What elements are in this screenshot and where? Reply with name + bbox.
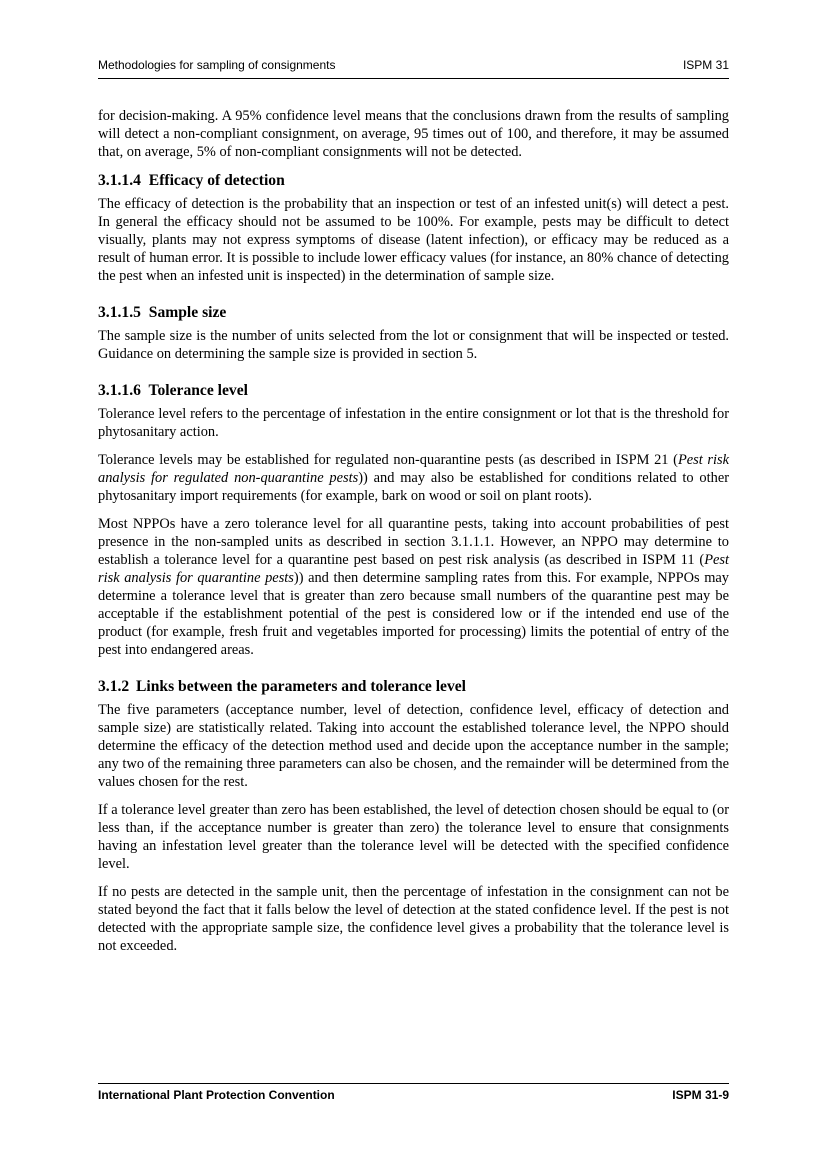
section-title: Links between the parameters and tolerance level: [136, 678, 467, 695]
paragraph: If a tolerance level greater than zero has been established, the level of detection chosen should be equal to (or less than, if the acceptance number is greater than zero) the tolerance level to ensure that consignments having an infestation level greater than the tolerance level will be detected with the specified confidence level.: [98, 802, 729, 872]
page-number: ISPM 31-9: [672, 1088, 729, 1102]
text-run: )) and then determine sampling rates from this. For example, NPPOs may determine a tolerance level that is greater than zero because small numbers of the quarantine pest may be acceptable if the establishment potential of the pest is considered low or if the intended end use of the product (for example, fresh fruit and vegetables imported for processing) limits the potential of entry of the pest into endangered areas.: [98, 570, 729, 658]
cited-title: Pest risk analysis for regulated non-quarantine pests: [98, 452, 729, 486]
paragraph: The sample size is the number of units selected from the lot or consignment that will be inspected or tested. Guidance on determining the sample size is provided in section 5.: [98, 328, 729, 362]
running-header: [98, 58, 729, 72]
section-title: Tolerance level: [148, 382, 248, 399]
text-run: Most NPPOs have a zero tolerance level for all quarantine pests, taking into account probabilities of pest presence in the non-sampled units as described in section 3.1.1.1. However, an NPPO may determine to establish a tolerance level for a quarantine pest based on pest risk analysis (as described in ISPM 11 (: [98, 516, 729, 568]
header-rule: [98, 78, 729, 79]
section-number: 3.1.1.4: [98, 172, 141, 189]
continued-paragraph: for decision-making. A 95% confidence level means that the conclusions drawn from the results of sampling will detect a non-compliant consignment, on average, 95 times out of 100, and therefore, it may be assumed that, on average, 5% of non-compliant consignments will not be detected.: [98, 108, 729, 160]
text-run: )) and may also be established for conditions related to other phytosanitary import requirements (for example, bark on wood or soil on plant roots).: [98, 470, 729, 504]
section-title: Sample size: [148, 304, 227, 321]
section-title: Efficacy of detection: [148, 172, 285, 189]
section-3-1-1-4: [98, 171, 729, 285]
section-heading: [98, 171, 729, 190]
section-number: 3.1.1.6: [98, 382, 141, 399]
paragraph: The five parameters (acceptance number, level of detection, confidence level, efficacy of detection and sample size) are statistically related. Taking into account the established tolerance level, the NPPO should determine the efficacy of the detection method used and decide upon the acceptance number in the sample; any two of the remaining three parameters can also be chosen, and the remainder will be determined from the values chosen for the rest.: [98, 702, 729, 790]
page-body: [98, 107, 729, 965]
paragraph: If no pests are detected in the sample unit, then the percentage of infestation in the consignment can not be stated beyond the fact that it falls below the level of detection at the stated confidence level. If the pest is not detected with the appropriate sample size, the confidence level gives a probability that the tolerance level is not exceeded.: [98, 884, 729, 954]
section-3-1-1-5: [98, 303, 729, 363]
section-number: 3.1.1.5: [98, 304, 141, 321]
section-heading: [98, 677, 729, 696]
text-run: Tolerance levels may be established for regulated non-quarantine pests (as described in ISPM 21 (: [98, 452, 678, 468]
paragraph: The efficacy of detection is the probability that an inspection or test of an infested unit(s) will detect a pest. In general the efficacy should not be assumed to be 100%. For example, pests may be difficult to detect visually, plants may not express symptoms of disease (latent infection), or efficacy may be reduced as a result of human error. It is possible to include lower efficacy values (for instance, an 80% chance of detecting the pest when an infested unit is inspected) in the determination of sample size.: [98, 196, 729, 284]
section-number: 3.1.2: [98, 678, 130, 695]
section-3-1-1-6: [98, 381, 729, 659]
footer-organization: International Plant Protection Convention: [98, 1088, 335, 1102]
section-3-1-2: [98, 677, 729, 955]
cited-title: Pest risk analysis for quarantine pests: [98, 552, 729, 586]
footer-rule: [98, 1083, 729, 1084]
running-footer: [98, 1088, 729, 1102]
header-title: Methodologies for sampling of consignments: [98, 58, 336, 72]
paragraph: Tolerance level refers to the percentage of infestation in the entire consignment or lot that is the threshold for phytosanitary action.: [98, 406, 729, 440]
paragraph: [98, 515, 729, 659]
paragraph: [98, 451, 729, 505]
section-heading: [98, 381, 729, 400]
section-heading: [98, 303, 729, 322]
header-standard-id: ISPM 31: [682, 58, 729, 72]
